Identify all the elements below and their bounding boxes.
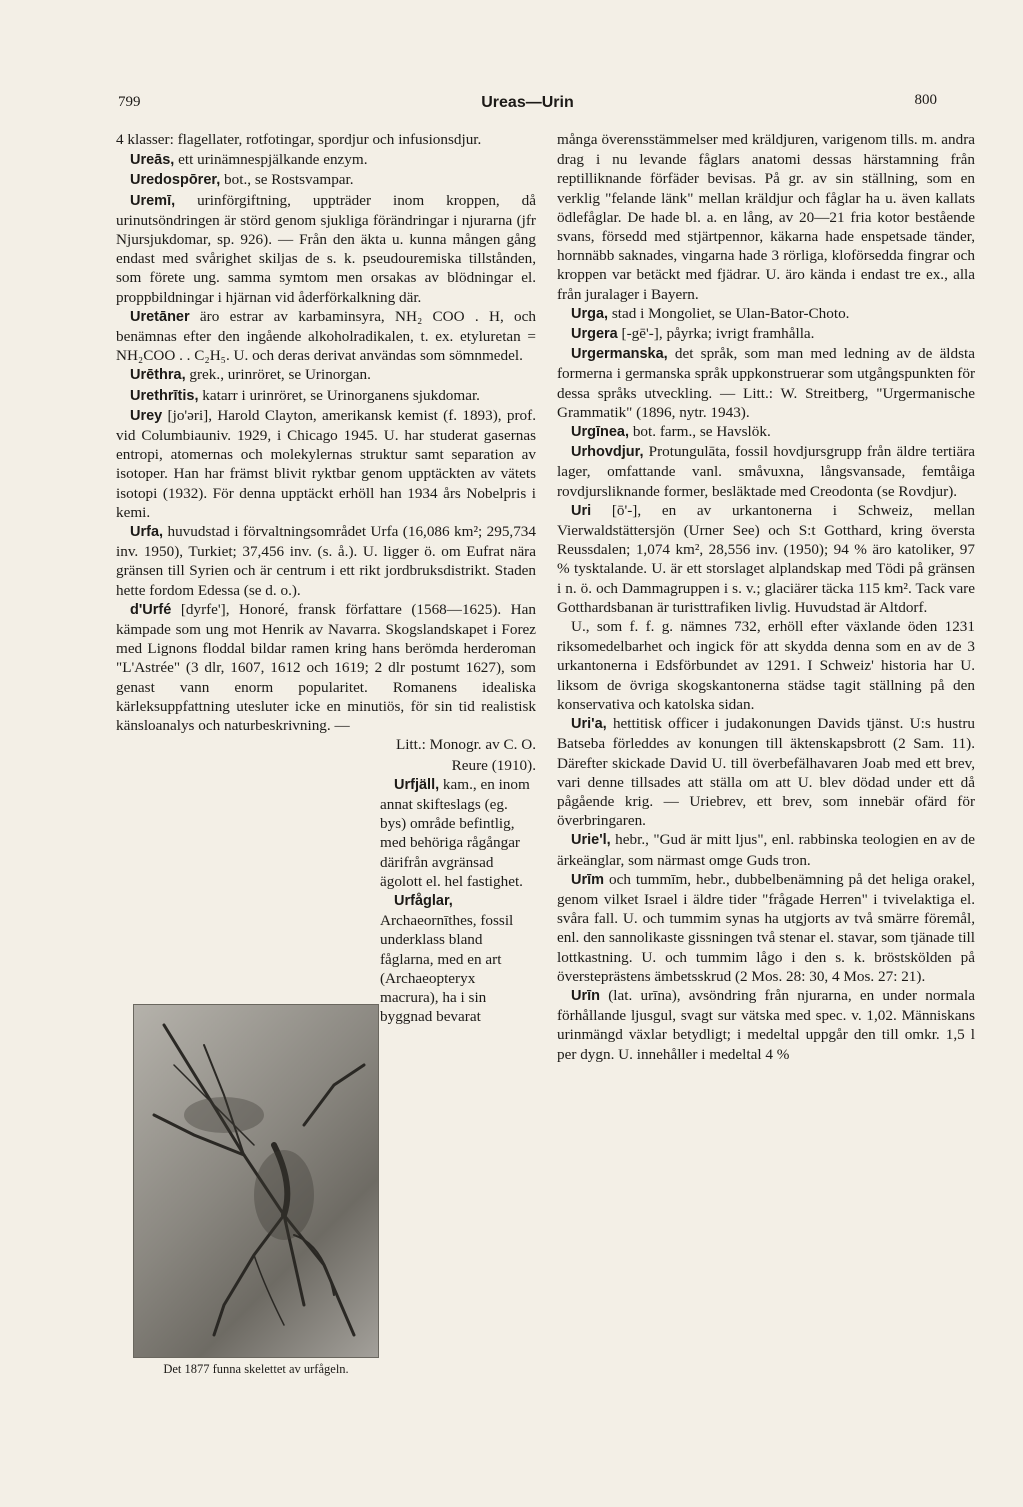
entry: Uretāner äro estrar av karbaminsyra, NH₂ COO . H, och benämnas efter den ingående alkoholradikalen, t. ex. etyluretan = NH₂COO . . C₂H₅. U. och deras derivat användas som sömnmedel. xyxy=(116,307,536,365)
entry: Urīm och tummīm, hebr., dubbelbenämning på det heliga orakel, genom vilket Israel i äldre tider "frågade Herren" i tvivelaktiga el. svåra fall. U. och tummim synas ha utgjorts av två smärre föremål, enl. den sannolikaste gissningen två stenar el. stavar, som tjänade till lottkastning. U. och tummim lågo i den s. k. bröstskölden på översteprästens ämbetsskrud (2 Mos. 28: 30, 4 Mos. 27: 21). xyxy=(557,870,975,985)
entry: Urfa, huvudstad i förvaltningsområdet Urfa (16,086 km²; 295,734 inv. 1950), Turkiet; 37,456 inv. (s. å.). U. ligger ö. om Eufrat nära gränsen till Syrien och är centrum i ett rikt jordbruksdistrikt. Staden hette fordom Edessa (se d. o.). xyxy=(116,523,536,599)
entry: Urīn (lat. urīna), avsöndring från njurarna, en under normala förhållande ljusgul, svagt sur vätska med spec. v. 1,02. Människans urinmängd växlar betydligt; i medeltal uppgår den till omkr. 1,5 l per dygn. U. innehåller i medeltal 4 % xyxy=(557,986,975,1063)
narrow-column xyxy=(380,735,536,1026)
page-number-left: 799 xyxy=(118,94,141,110)
entry: Uri [ō'-], en av urkantonerna i Schweiz, mellan Vierwaldstättersjön (Urner See) och S:t Gotthard, kring översta Reussdalen; 1,074 km², 28,556 inv. (1950); 94 % äro katoliker, 97 % tysktalande. U. är ett storslaget alplandskap med Tödi på gränsen i n. ö. och Dammagruppen i s. v.; glaciärer täcka 115 km². Tack vare Gotthardsbanan är turisttrafiken livlig. Huvudstad är Altdorf. xyxy=(557,501,975,616)
entry: U., som f. f. g. nämnes 732, erhöll efter växlande öden 1231 riksomedelbarhet och ingick för att skydda denna som en av de 3 urkantonerna i Edsförbundet av 1291. I Schweiz' historia har U. liksom de övriga skogskantonerna städse tagit ställning på den konservativa och katolska sidan. xyxy=(557,618,975,713)
right-column xyxy=(557,130,975,1064)
entry: Urhovdjur, Protungulāta, fossil hovdjursgrupp från äldre tertiära lager, omfattande vanl. småvuxna, långsvansade, femtåiga rovdjursliknande former, besläktade med Creodonta (se Rovdjur). xyxy=(557,443,975,500)
entry: Urie'l, hebr., "Gud är mitt ljus", enl. rabbinska teologien en av de ärkeänglar, som närmast omge Guds tron. xyxy=(557,831,975,869)
entry: Urga, stad i Mongoliet, se Ulan-Bator-Choto. xyxy=(571,304,850,322)
page-number-right: 800 xyxy=(914,92,937,108)
entry: Urfåglar, Archaeornīthes, fossil underklass bland fåglarna, med en art (Archaeopteryx macrura), ha i sin byggnad bevarat xyxy=(380,892,514,1026)
entry: Uri'a, hettitisk officer i judakonungen Davids tjänst. U:s hustru Batseba förleddes av konungen till äktenskapsbrott (2 Sam. 11). Därefter skickade David U. till överbefälhavaren Joab med ett brev, vari denne tillsades att ställa om att U. blev dödad under ett då pågående krig. — Uriebrev, ett brev, som innebär ofärd för överbringaren. xyxy=(557,715,975,830)
page-header xyxy=(118,92,937,118)
archaeopteryx-skeleton-image xyxy=(134,1005,378,1357)
entry: Urethrītis, katarr i urinröret, se Urinorganens sjukdomar. xyxy=(130,386,480,404)
entry: Urēthra, grek., urinröret, se Urinorgan. xyxy=(130,366,371,384)
entry: 4 klasser: flagellater, rotfotingar, spordjur och infusionsdjur. xyxy=(116,131,482,148)
page-title: Ureas—Urin xyxy=(481,94,574,111)
entry: Urgīnea, bot. farm., se Havslök. xyxy=(571,423,771,441)
entry: Urgera [-gē'-], påyrka; ivrigt framhålla. xyxy=(571,325,815,343)
entry: Urey [jo'əri], Harold Clayton, amerikansk kemist (f. 1893), prof. vid Columbiauniv. 1929, i Chicago 1945. U. har studerat gasernas entropi, atomernas och molekylernas struktur samt separation av isotoper. Han har främst blivit ryktbar genom upptäckten av vätets isotopi (1932). För denna upptäckt erhöll han 1934 års Nobelpris i kemi. xyxy=(116,406,536,521)
entry: många överensstämmelser med kräldjuren, varigenom tills. m. andra drag i nu levande fåglars anatomi dessas härstamning från reptilliknande förfäder bevisas. På gr. av sin ställning, som en verklig "felande länk" mellan kräldjur och fåglar ha u. även kallats ödlefåglar. De hade bl. a. en lång, av 20—21 fria kotor bestående svans, försedd med stjärtpennor, käkarna hade enspetsade tänder, hornnäbb saknades, vingarna hade 3 rörliga, kloförsedda fingrar och kroppen var betäckt med fjädrar. U. äro kända i endast tre ex., alla från juralager i Bayern. xyxy=(557,131,975,303)
figure-caption: Det 1877 funna skelettet av urfågeln. xyxy=(163,1362,349,1376)
entry: Uredospōrer, bot., se Rostsvampar. xyxy=(130,171,354,189)
entry: Urgermanska, det språk, som man med ledning av de äldsta formerna i germanska språk uppkonstruerar som utgångspunkten för dessa språks utveckling. — Litt.: W. Streitberg, "Urgermanische Grammatik" (1896, nytr. 1943). xyxy=(557,345,975,421)
entry: Ureās, ett urinämnespjälkande enzym. xyxy=(130,151,368,169)
fossil-photo xyxy=(133,1004,379,1358)
left-column xyxy=(116,130,536,1026)
entry: Uremī, urinförgiftning, uppträder inom kroppen, då urinutsöndringen är störd genom sjukliga förändringar i njurarna (jfr Njursjukdomar, sp. 926). — Från den äkta u. kunna mången gång endast med svårighet skiljas de s. k. pseudouremiska tillstånden, som förete ung. samma symtom men orsakas av blödningar el. proppbildningar i hjärnan vid åderförkalkning där. xyxy=(116,191,536,306)
entry: d'Urfé [dyrfe'], Honoré, fransk författare (1568—1625). Han kämpade som ung mot Henrik av Navarra. Skogslandskapet i Forez med Lignons floddal bildar ramen kring hans berömda herderoman "L'Astrée" (3 dlr, 1607, 1612 och 1619; 2 dlr postumt 1627), som genast vann enorm popularitet. Romanens idealiska kärleksuppfattning utesluter icke en minutiös, för sin tid realistisk känsloanalys och naturbeskrivning. — xyxy=(116,600,536,735)
entry: Litt.: Monogr. av C. O. Reure (1910). xyxy=(395,736,536,774)
entry: Urfjäll, kam., en inom annat skifteslags (eg. bys) område befintlig, med behöriga rågångar därifrån avgränsad ägolott el. hel fastighet. xyxy=(380,775,530,890)
